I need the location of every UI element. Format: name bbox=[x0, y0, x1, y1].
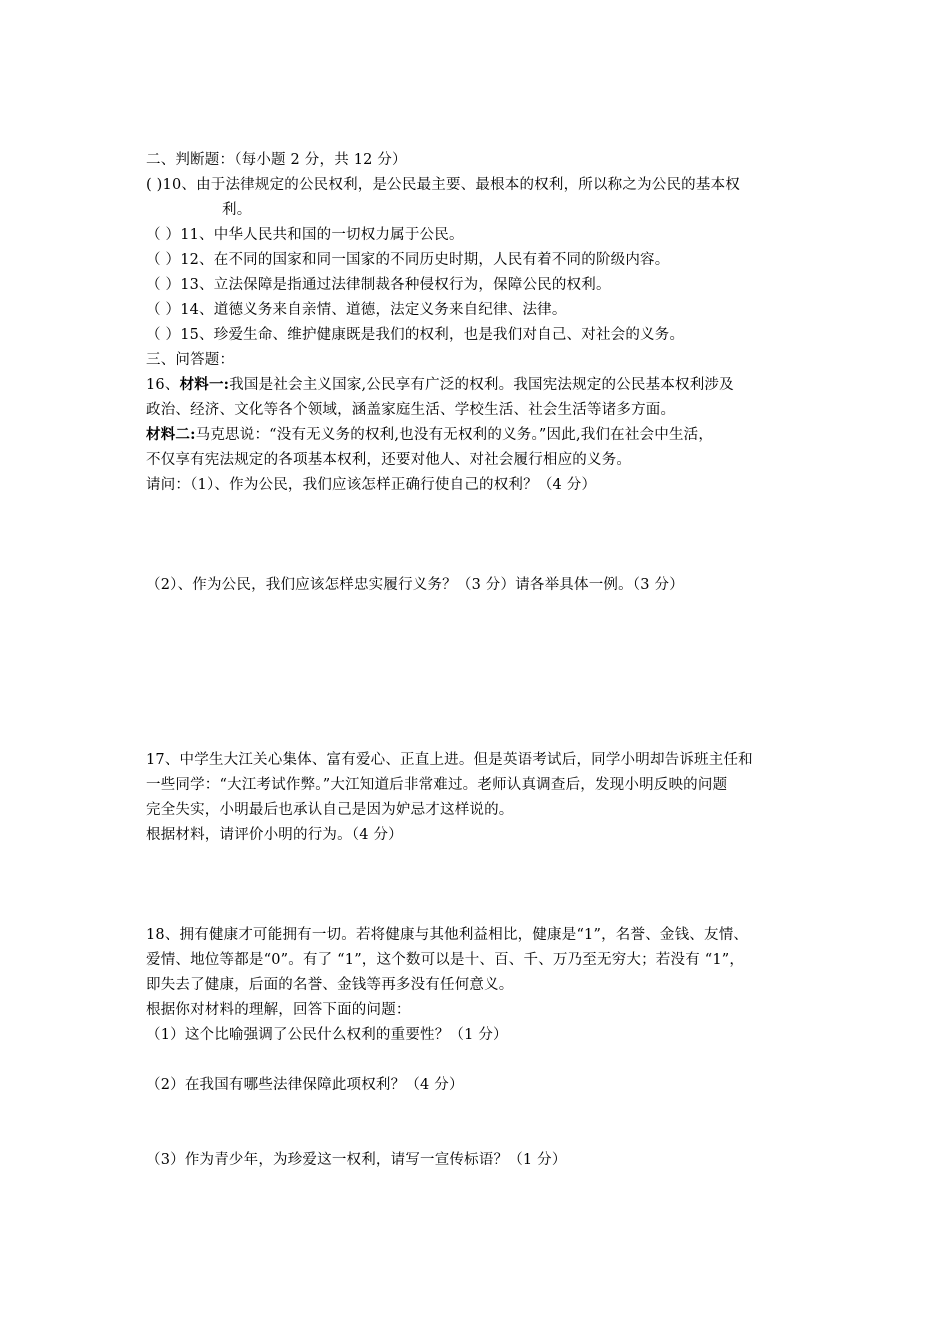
judgment-item-10-line-1: ( )10、由于法律规定的公民权利，是公民最主要、最根本的权利，所以称之为公民的基本权 bbox=[146, 177, 740, 193]
q16-material-1-text: 我国是社会主义国家,公民享有广泛的权利。我国宪法规定的公民基本权利涉及 bbox=[229, 377, 734, 393]
q16-material-2-label: 材料二: bbox=[146, 426, 196, 443]
q17-line-1: 17、中学生大江关心集体、富有爱心、正直上进。但是英语考试后，同学小明却告诉班主任和 bbox=[146, 752, 753, 768]
q16-number: 16、 bbox=[146, 377, 180, 393]
q18-line-2: 爱情、地位等都是“0”。有了 “1”，这个数可以是十、百、千、万乃至无穷大；若没有 “1”， bbox=[146, 952, 745, 968]
judgment-item-13: （ ）13、立法保障是指通过法律制裁各种侵权行为，保障公民的权利。 bbox=[146, 277, 611, 293]
q18-line-1: 18、拥有健康才可能拥有一切。若将健康与其他利益相比，健康是“1”，名誉、金钱、友情、 bbox=[146, 927, 749, 943]
judgment-item-12: （ ）12、在不同的国家和同一国家的不同历史时期，人民有着不同的阶级内容。 bbox=[146, 252, 670, 268]
q17-line-2: 一些同学：“大江考试作弊。”大江知道后非常难过。老师认真调查后，发现小明反映的问题 bbox=[146, 777, 728, 793]
judgment-item-11: （ ）11、中华人民共和国的一切权力属于公民。 bbox=[146, 227, 464, 243]
q17-line-3: 完全失实，小明最后也承认自己是因为妒忌才这样说的。 bbox=[146, 802, 514, 818]
q18-question-3: （3）作为青少年，为珍爱这一权利，请写一宣传标语？（1 分） bbox=[146, 1152, 567, 1168]
q16-material-2-line-1 bbox=[146, 425, 713, 445]
q16-material-2-line-2: 不仅享有宪法规定的各项基本权利，还要对他人、对社会履行相应的义务。 bbox=[146, 452, 632, 468]
q18-question-2: （2）在我国有哪些法律保障此项权利？（4 分） bbox=[146, 1077, 464, 1093]
q17-question: 根据材料，请评价小明的行为。（4 分） bbox=[146, 827, 403, 843]
section-3-heading: 三、问答题： bbox=[146, 352, 235, 368]
judgment-item-10-line-2: 利。 bbox=[222, 202, 252, 218]
judgment-item-14: （ ）14、道德义务来自亲情、道德，法定义务来自纪律、法律。 bbox=[146, 302, 567, 318]
judgment-item-15: （ ）15、珍爱生命、维护健康既是我们的权利，也是我们对自己、对社会的义务。 bbox=[146, 327, 685, 343]
q16-question-1: 请问：（1）、作为公民，我们应该怎样正确行使自己的权利？（4 分） bbox=[146, 477, 597, 493]
section-2-heading: 二、判断题：（每小题 2 分，共 12 分） bbox=[146, 152, 407, 168]
q18-question-1: （1）这个比喻强调了公民什么权利的重要性？（1 分） bbox=[146, 1027, 508, 1043]
q16-material-1-line-1 bbox=[146, 375, 734, 395]
q16-question-2: （2）、作为公民，我们应该怎样忠实履行义务？（3 分）请各举具体一例。（3 分） bbox=[146, 577, 684, 593]
q18-intro: 根据你对材料的理解，回答下面的问题： bbox=[146, 1002, 411, 1018]
q16-material-1-line-2: 政治、经济、文化等各个领域，涵盖家庭生活、学校生活、社会生活等诸多方面。 bbox=[146, 402, 676, 418]
q18-line-3: 即失去了健康，后面的名誉、金钱等再多没有任何意义。 bbox=[146, 977, 514, 993]
q16-material-2-text: 马克思说：“没有无义务的权利,也没有无权利的义务。”因此,我们在社会中生活， bbox=[195, 427, 714, 443]
q16-material-1-label: 材料一: bbox=[179, 376, 230, 393]
